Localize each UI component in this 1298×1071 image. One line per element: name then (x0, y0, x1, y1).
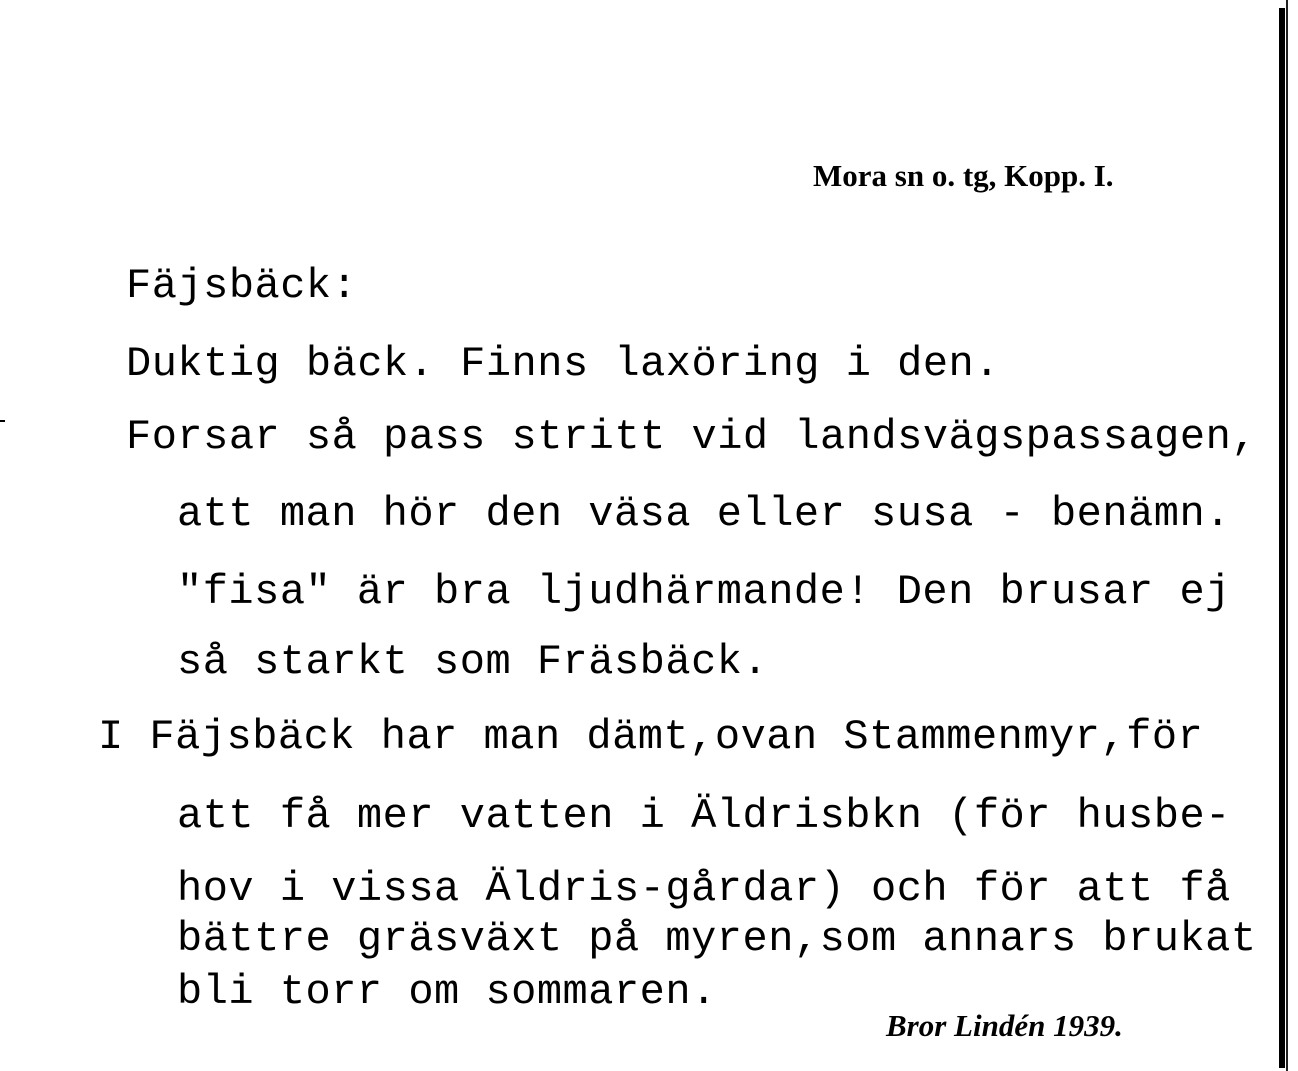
text-line: I Fäjsbäck har man dämt,ovan Stammenmyr,för (98, 713, 1204, 761)
text-line: att få mer vatten i Äldrisbkn (för husbe- (177, 792, 1231, 840)
text-line: "fisa" är bra ljudhärmande! Den brusar ej (177, 568, 1231, 616)
card-edge (1279, 8, 1285, 1068)
text-line: Forsar så pass stritt vid landsvägspassagen, (126, 413, 1257, 461)
text-line: att man hör den väsa eller susa - benämn. (177, 490, 1231, 538)
card-header: Mora sn o. tg, Kopp. I. (813, 158, 1114, 193)
text-line-title: Fäjsbäck: (126, 262, 358, 310)
signature: Bror Lindén 1939. (886, 1008, 1123, 1043)
text-line: hov i vissa Äldris-gårdar) och för att få (177, 865, 1231, 913)
text-line: så starkt som Fräsbäck. (177, 638, 769, 686)
margin-mark (0, 420, 5, 422)
text-line: bli torr om sommaren. (177, 968, 717, 1016)
text-line: Duktig bäck. Finns laxöring i den. (126, 340, 1000, 388)
text-line: bättre gräsväxt på myren,som annars brukat (177, 915, 1257, 963)
card-edge-line (1286, 0, 1288, 1071)
